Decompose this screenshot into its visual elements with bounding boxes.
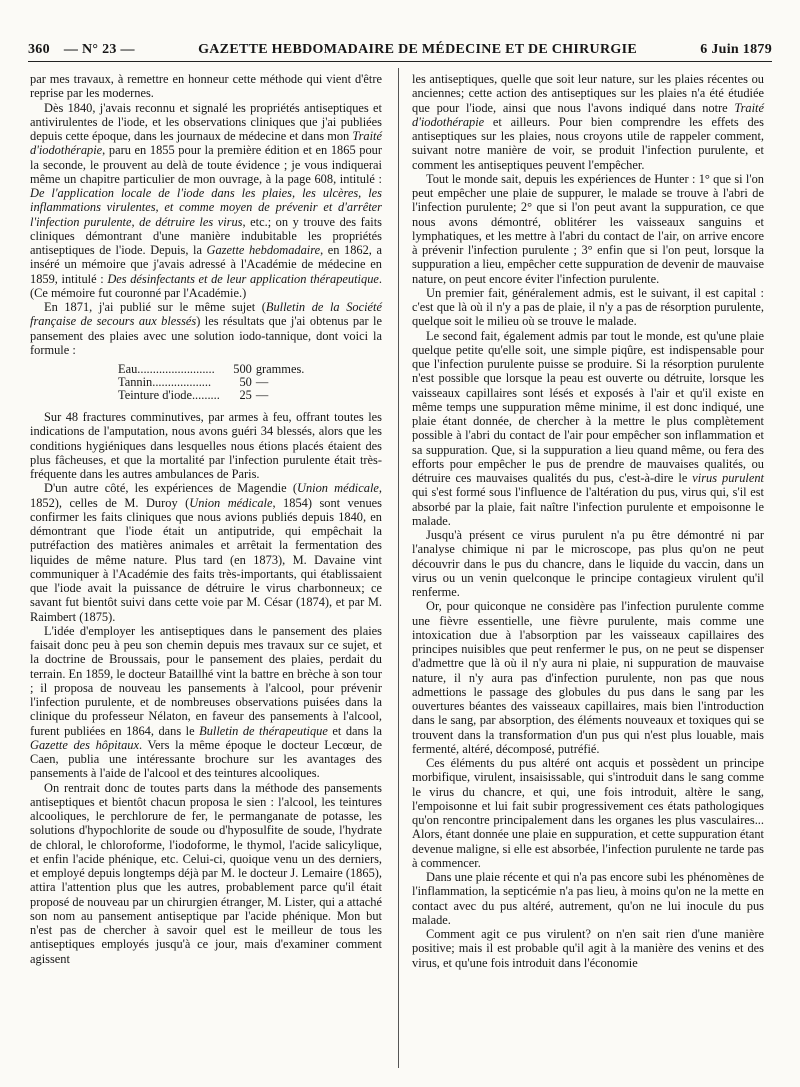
paragraph: Le second fait, également admis par tout le monde, est qu'une plaie quelque petite qu'elle soit, une simple piqûre, est indispensable pour que l'infection purulente puisse se produire. Si la résorption purulente n'est possible que lorsque la peau est ouverte ou détruite, lorsque les vaisseaux capillaires sont lésés et exposés à l'air et qu'il existe en même temps une suppuration même minime, il est donc indiqué, une plaie étant donnée, de chercher à la mettre le plus complètement possible à l'abri du contact de l'air pour empêcher son inflammation et sa suppuration. Que, si la suppuration a lieu quand même, ou fera des efforts pour empêcher le pus de prendre de mauvaises qualités, ou détruire ces mauvaises qualités du pus, c'est-à-dire le virus purulent qui s'est formé sous l'influence de l'altération du pus, virus qui, s'il est absorbé par la plaie, fait naître l'infection purulente et empoisonne le malade. — [412, 328, 765, 528]
paragraph: Or, pour quiconque ne considère pas l'infection purulente comme une fièvre essentielle, une fièvre purulente, mais comme une intoxication due à l'absorption par les vaisseaux capillaires des principes nuisibles que peut renfermer le pus, on ne peut se dispenser d'admettre que là où il n'y aura ni plaie, ni suppuration de mauvaise nature, il n'y aura pas d'infection purulente, non pas que nous admettions le passage des globules du pus dans le sang par les ouvertures béantes des vaisseaux capillaires, mais bien l'introduction dans le sang, par absorption, des éléments nouveaux et toxiques qui se trouvent dans la transformation d'un pus qui n'est plus louable, mais fermenté, altéré, décomposé, putréfié. — [412, 599, 764, 756]
issue-number: — N° 23 — — [63, 42, 135, 57]
page-number: 360 — [28, 42, 50, 57]
paragraph: En 1871, j'ai publié sur le même sujet (Bulletin de la Société française de secours aux blessés) les résultats que j'ai obtenus par le pansement des plaies avec une solution iodo-tannique, dont voici la formule : — [30, 300, 382, 357]
paragraph: Sur 48 fractures comminutives, par armes à feu, offrant toutes les indications de l'amputation, nous avons guéri 34 blessés, alors que les conditions hygiéniques dans lesquelles nous étions placés étaient des plus fâcheuses, et que la mortalité par l'infection purulente était très-fréquente dans les autres ambulances de Paris. — [30, 410, 382, 481]
paragraph: On rentrait donc de toutes parts dans la méthode des pansements antiseptiques et bientôt chacun proposa le sien : l'alcool, les teintures alcooliques, le perchlorure de fer, le permanganate de potasse, les solutions d'hypochlorite de soude ou d'hyposulfite de soude, l'hydrate de chloral, le chloroforme, l'iodoforme, le thymol, l'acide salicylique, et enfin l'acide phénique, etc. Celui-ci, quoique venu un des derniers, et employé depuis longtemps déjà par M. le docteur J. Lemaire (1865), attira l'attention plus que les autres, probablement parce qu'il était proposé de nouveau par un chirurgien étranger, M. Lister, qui a attaché son nom au pansement antiseptique par l'acide phénique. Mon but n'est pas de chercher à savoir quel est le meilleur de tous les antiseptiques employés jusqu'à ce jour, mais d'examiner comment agissent — [30, 780, 382, 966]
journal-title: GAZETTE HEBDOMADAIRE DE MÉDECINE ET DE CHIRURGIE — [198, 42, 637, 57]
left-column — [30, 72, 382, 966]
column-divider — [398, 68, 399, 1068]
paragraph: Dans une plaie récente et qui n'a pas encore subi les phénomènes de l'inflammation, la septicémie n'a pas lieu, à moins qu'on ne la mette en contact avec du pus altéré, autrement, qu'on ne lui inocule du pus malade. — [412, 870, 764, 927]
paragraph: Jusqu'à présent ce virus purulent n'a pu être démontré ni par l'analyse chimique ni par le microscope, pas plus qu'on ne peut découvrir dans le pus du chancre, dans le liquide du vaccin, dans un virus ou un venin quelconque le principe contagieux virulent qu'il renferme. — [412, 528, 764, 599]
issue-date: 6 Juin 1879 — [700, 42, 772, 57]
paragraph: Ces éléments du pus altéré ont acquis et possèdent un principe morbifique, virulent, insaisissable, qui s'introduit dans le sang comme le virus du chancre, et qui, une fois introduit, altère le sang, l'empoisonne et lui fait subir progressivement ces états pathologiques qu'on rencontre principalement dans les organes les plus vasculaires... Alors, étant donnée une plaie en suppuration, et cette suppuration étant devenue maligne, si elle est absorbée, l'infection purulente ne tarde pas à commencer. — [412, 756, 764, 870]
running-header — [28, 38, 772, 62]
formula-row: Tannin................... 50 — — [118, 375, 269, 389]
formula-row: Teinture d'iode......... 25 — — [118, 388, 269, 402]
paragraph: Comment agit ce pus virulent? on n'en sait rien d'une manière positive; mais il est probable qu'il agit à la manière des venins et des virus, et qu'une fois introduit dans l'économie — [412, 927, 764, 970]
paragraph: les antiseptiques, quelle que soit leur nature, sur les plaies récentes ou anciennes; cette action des antiseptiques sur les plaies n'a été étudiée que pour l'iode, ainsi que nous l'avons indiqué dans notre Traité d'iodothérapie et ailleurs. Pour bien comprendre les effets des antiseptiques sur les plaies, nous croyons utile de rappeler comment, suivant notre manière de voir, se produit l'infection purulente, et comment les antiseptiques peuvent l'empêcher. — [412, 72, 764, 172]
formula-table — [118, 363, 308, 402]
paragraph: par mes travaux, à remettre en honneur cette méthode qui vient d'être reprise par les modernes. — [30, 72, 382, 101]
paragraph: L'idée d'employer les antiseptiques dans le pansement des plaies faisait donc peu à peu son chemin depuis mes travaux sur ce sujet, et la doctrine de Broussais, pour le pansement des plaies, perdait du terrain. En 1859, le docteur Bataillhé vint la battre en brèche à son tour ; il proposa de nouveau les pansements à l'alcool, pour prévenir l'infection purulente, et de nombreuses observations puisées dans la clinique du professeur Nélaton, en faveur des pansements à l'alcool, furent publiées en 1864, dans le Bulletin de thérapeutique et dans la Gazette des hôpitaux. Vers la même époque le docteur Lecœur, de Caen, publia une intéressante brochure sur les avantages des pansements à l'aide de l'alcool et des teintures alcooliques. — [30, 623, 382, 781]
paragraph: Dès 1840, j'avais reconnu et signalé les propriétés antiseptiques et antivirulentes de l'iode, et les observations cliniques que j'ai publiées depuis cette époque, dans les journaux de médecine et dans mon Traité d'iodothérapie, paru en 1855 pour la première édition et en 1865 pour la seconde, le prouvent au delà de toute évidence ; je vous indiquerai même un chapitre particulier de mon ouvrage, à la page 608, intitulé : De l'application locale de l'iode dans les plaies, les ulcères, les inflammations virulentes, et comme moyen de prévenir et d'arrêter l'infection purulente, de détruire les virus, etc.; on y trouve des faits cliniques démontrant d'une manière indubitable les propriétés antiseptiques de l'iode. Depuis, la Gazette hebdomadaire, en 1862, a inséré un mémoire que j'avais adressé à l'Académie de médecine en 1859, intitulé : Des désinfectants et de leur application thérapeutique. (Ce mémoire fut couronné par l'Académie.) — [30, 100, 382, 300]
paragraph: Un premier fait, généralement admis, est le suivant, il est capital : c'est que là où il n'y a pas de plaie, il n'y a pas de résorption purulente, quelque soit le milieu où se trouve le malade. — [412, 285, 764, 329]
right-column — [412, 72, 764, 970]
formula-row: Eau......................... 500 grammes. — [118, 362, 305, 376]
paragraph: D'un autre côté, les expériences de Magendie (Union médicale, 1852), celles de M. Duroy (Union médicale, 1854) sont venues confirmer les faits cliniques que nous avions publiés depuis 1840, en démontrant que l'iode était un antiputride, qui empêchait la putréfaction des matières animales et arrêtait la fermentation des liquides de même nature. Plus tard (en 1873), M. Davaine vint communiquer à l'Académie des faits très-importants, qui établissaient que l'iode avait la puissance de détruire le virus charbonneux; ce savant fut bientôt suivi dans cette voie par M. César (1874), et par M. Raimbert (1875). — [30, 481, 383, 624]
paragraph: Tout le monde sait, depuis les expériences de Hunter : 1° que si l'on peut empêcher une plaie de suppurer, le malade se trouve à l'abri de l'infection purulente; 2° que si l'on peut avant la suppuration, ce que nous avons démontré, oblitérer les vaisseaux sanguins et lymphatiques, et les mettre à l'abri du contact de l'air, on arrive encore à prévenir l'infection purulente ; 3° enfin que si l'on peut, lorsque la suppuration a lieu, empêcher cette suppuration de devenir de mauvaise nature, on peut encore éviter l'infection purulente. — [412, 171, 764, 286]
